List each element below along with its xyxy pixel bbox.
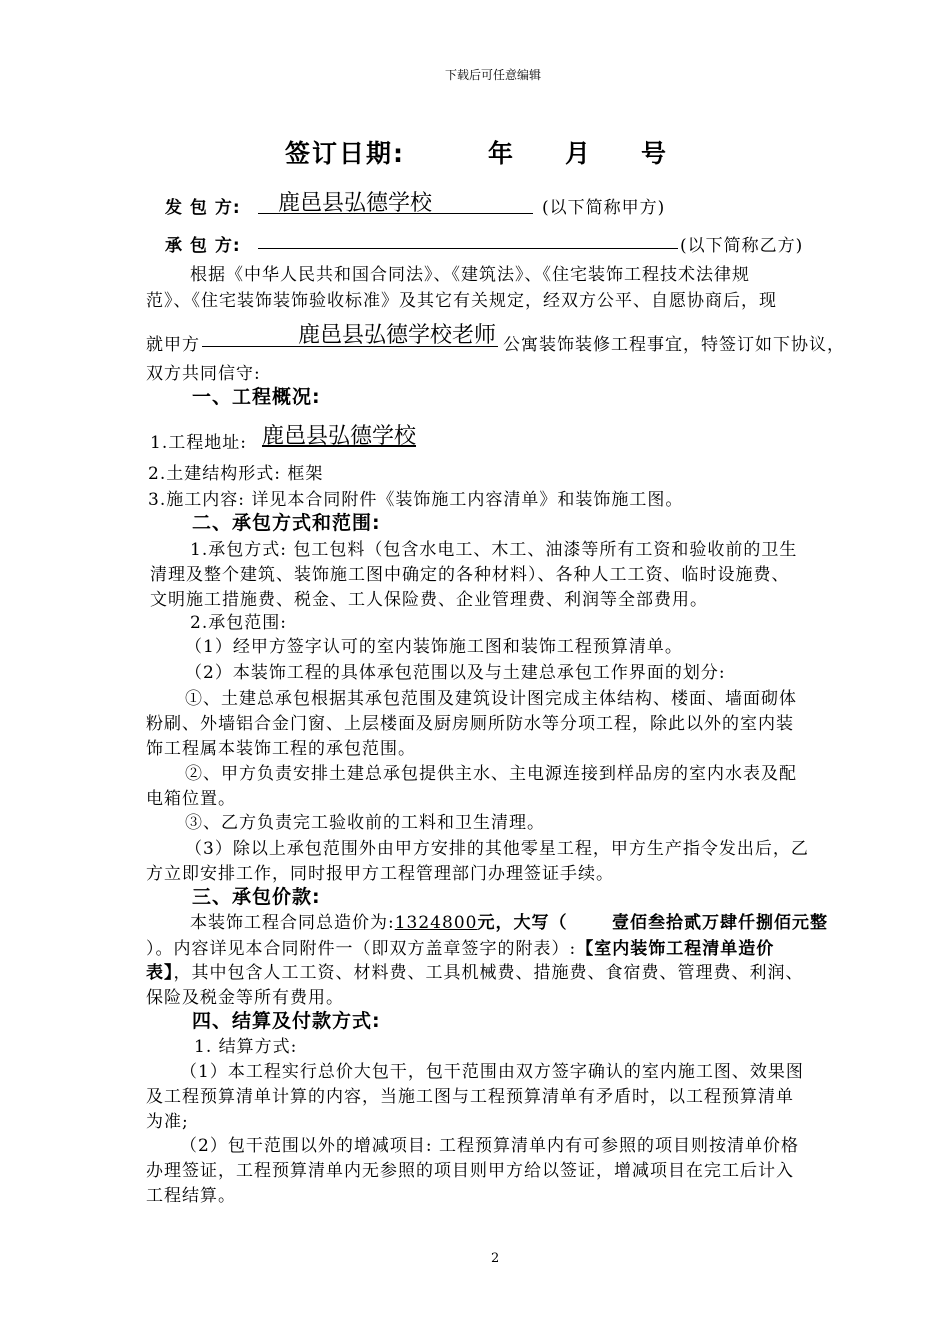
intro-subject-field (202, 318, 498, 347)
section-3-line-2 (146, 934, 774, 959)
section-1-heading: 一、工程概况: (192, 386, 321, 408)
contractor-field (258, 228, 678, 249)
section-3-heading: 三、承包价款: (192, 886, 321, 908)
section-2-line-14: 方立即安排工作，同时报甲方工程管理部门办理签证手续。 (146, 864, 614, 884)
intro-line-4: 双方共同信守: (146, 364, 261, 384)
intro-line-2: 范》、《住宅装饰装饰验收标准》及其它有关规定，经双方公平、自愿协商后，现 (146, 291, 777, 311)
section-4-line-4: 为准; (146, 1112, 189, 1132)
address-value: 鹿邑县弘德学校 (262, 424, 417, 449)
section-4-line-1: 1. 结算方式: (194, 1037, 298, 1057)
section-2-line-6: （2）本装饰工程的具体承包范围以及与土建总承包工作界面的划分: (185, 663, 726, 683)
address-label: 1.工程地址: (150, 433, 247, 453)
section-2-line-7: ①、土建总承包根据其承包范围及建筑设计图完成主体结构、楼面、墙面砌体 (185, 689, 797, 709)
sign-date-label: 签订日期: (285, 139, 405, 168)
section-2-line-9: 饰工程属本装饰工程的承包范围。 (146, 739, 416, 759)
section-3-line-3a: 表】 (146, 963, 174, 983)
section-4-line-6: 办理签证，工程预算清单内无参照的项目则甲方给以签证，增减项目在完工后计入 (146, 1161, 794, 1181)
issuer-label: 发 包 方: (165, 198, 241, 218)
section-4-line-3: 及工程预算清单计算的内容，当施工图与工程预算清单有矛盾时，以工程预算清单 (146, 1087, 794, 1107)
section-3-line-4: 保险及税金等所有费用。 (146, 988, 344, 1008)
section-2-line-13: （3）除以上承包范围外由甲方安排的其他零星工程，甲方生产指令发出后，乙 (185, 839, 809, 859)
section-2-line-10: ②、甲方负责安排土建总承包提供主水、主电源连接到样品房的室内水表及配 (185, 764, 797, 784)
price-words: 壹佰叁拾贰万肆仟捌佰元整 (612, 913, 828, 933)
section-4-heading: 四、结算及付款方式: (192, 1010, 381, 1032)
sign-date-month: 月 (565, 139, 593, 168)
intro-line-3-prefix: 就甲方 (146, 335, 200, 355)
issuer-note: (以下简称甲方) (542, 198, 666, 218)
price-value: 1324800 (394, 913, 478, 933)
section-2-line-2: 清理及整个建筑、装饰施工图中确定的各种材料）、各种人工工资、临时设施费、 (150, 565, 790, 585)
section-3-line-3b: ，其中包含人工工资、材料费、工具机械费、措施费、食宿费、管理费、利润、 (173, 963, 804, 983)
section-2-line-3: 文明施工措施费、税金、工人保险费、企业管理费、利润等全部费用。 (150, 590, 708, 610)
section-2-line-11: 电箱位置。 (146, 789, 236, 809)
section-2-line-12: ③、乙方负责完工验收前的工料和卫生清理。 (185, 813, 545, 833)
section-3-line-2a: ）。内容详见本合同附件一（即双方盖章签字的附表）: (146, 939, 577, 959)
section-2-line-5: （1）经甲方签字认可的室内装饰施工图和装饰工程预算清单。 (185, 637, 683, 657)
content-line: 3.施工内容: 详见本合同附件《装饰施工内容清单》和装饰施工图。 (148, 490, 684, 510)
contractor-note: (以下简称乙方) (680, 236, 804, 256)
price-unit: 元，大写（ (477, 913, 568, 933)
intro-line-3-suffix: 公寓装饰装修工程事宜，特签订如下协议， (503, 335, 845, 355)
section-4-line-5: （2）包干范围以外的增减项目: 工程预算清单内有可参照的项目则按清单价格 (180, 1136, 799, 1156)
sign-date-day: 号 (641, 139, 669, 168)
section-2-line-4: 2.承包范围: (190, 613, 287, 633)
structure-line: 2.土建结构形式: 框架 (148, 464, 324, 484)
price-prefix: 本装饰工程合同总造价为: (190, 913, 395, 933)
intro-subject-value: 鹿邑县弘德学校老师 (298, 323, 497, 348)
intro-line-1: 根据《中华人民共和国合同法》、《建筑法》、《住宅装饰工程技术法律规 (190, 265, 750, 285)
section-4-line-2: （1）本工程实行总价大包干，包干范围由双方签字确认的室内施工图、效果图 (180, 1062, 804, 1082)
issuer-field (258, 186, 533, 214)
contractor-label: 承 包 方: (165, 236, 241, 256)
section-2-line-1: 1.承包方式: 包工包料（包含水电工、木工、油漆等所有工资和验收前的卫生 (190, 540, 798, 560)
price-line (190, 908, 567, 933)
section-2-heading: 二、承包方式和范围: (192, 512, 381, 534)
section-4-line-7: 工程结算。 (146, 1186, 236, 1206)
sign-date-year: 年 (488, 139, 516, 168)
page-number: 2 (491, 1251, 500, 1266)
section-3-line-2b: 【室内装饰工程清单造价 (576, 939, 775, 959)
issuer-value: 鹿邑县弘德学校 (278, 191, 433, 216)
section-3-line-3 (146, 958, 804, 983)
page-header: 下载后可任意编辑 (445, 68, 542, 82)
section-2-line-8: 粉刷、外墙铝合金门窗、上层楼面及厨房厕所防水等分项工程，除此以外的室内装 (146, 714, 794, 734)
